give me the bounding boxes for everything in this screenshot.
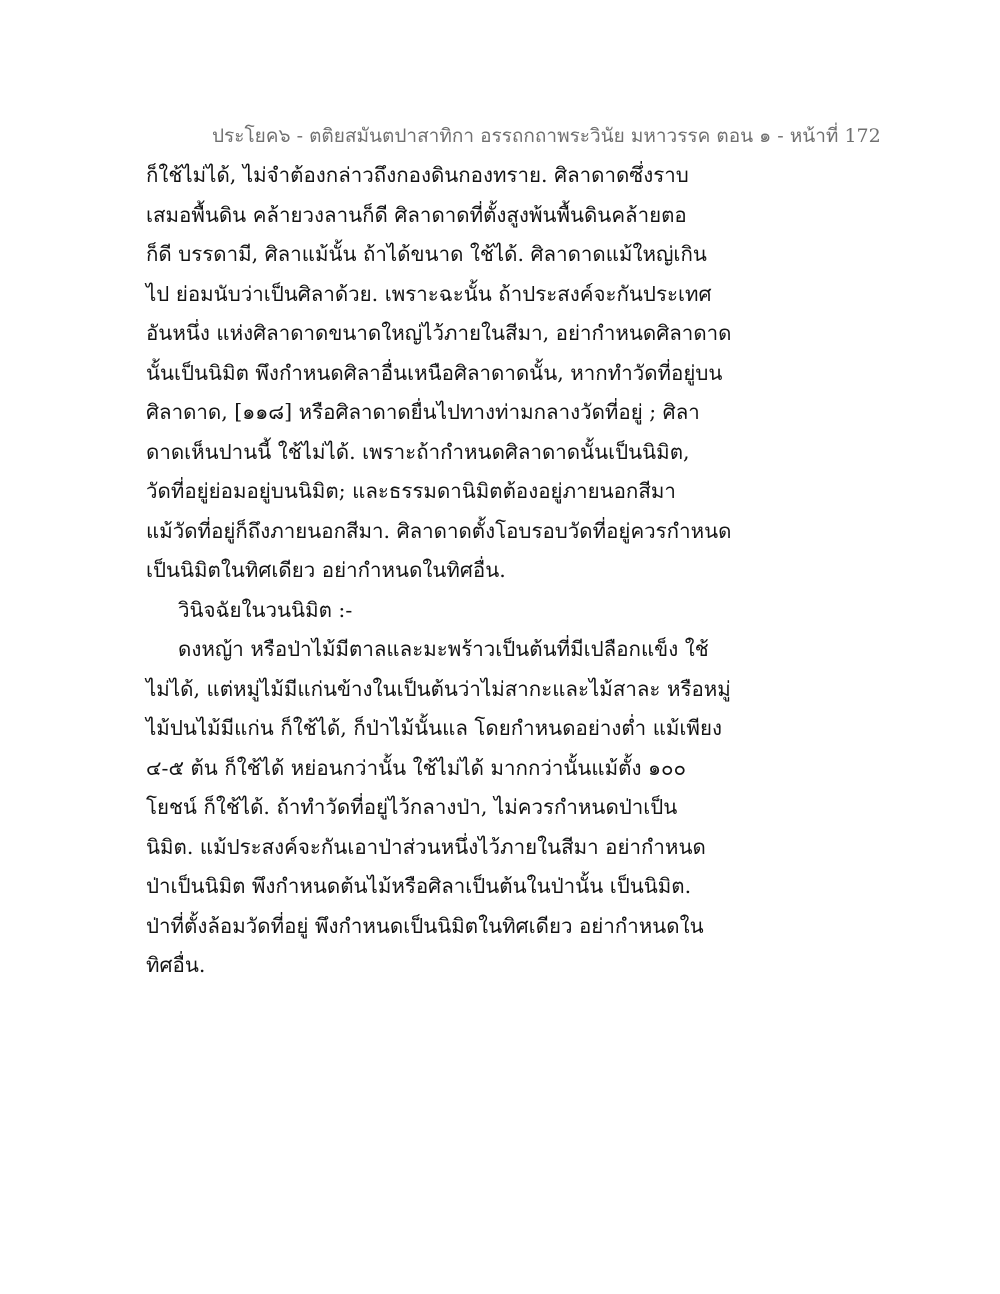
section-heading: วินิจฉัยในวนนิมิต :- [178, 597, 353, 622]
text-line: ๔-๕ ต้น ก็ใช้ได้ หย่อนกว่านั้น ใช้ไม่ได้ มากกว่านั้นแม้ตั้ง ๑๐๐ [146, 755, 687, 780]
body-text [146, 156, 732, 986]
text-line: วัดที่อยู่ย่อมอยู่บนนิมิต; และธรรมดานิมิตต้องอยู่ภายนอกสีมา [146, 479, 676, 503]
text-line: ป่าเป็นนิมิต พึงกำหนดต้นไม้หรือศิลาเป็นต้นในป่านั้น เป็นนิมิต. [146, 874, 692, 898]
text-line: นั้นเป็นนิมิต พึงกำหนดศิลาอื่นเหนือศิลาดาดนั้น, หากทำวัดที่อยู่บน [146, 360, 723, 385]
text-line: ไป ย่อมนับว่าเป็นศิลาด้วย. เพราะฉะนั้น ถ้าประสงค์จะกันประเทศ [146, 281, 712, 306]
text-line: อันหนึ่ง แห่งศิลาดาดขนาดใหญ่ไว้ภายในสีมา, อย่ากำหนดศิลาดาด [146, 321, 732, 345]
text-line: แม้วัดที่อยู่ก็ถึงภายนอกสีมา. ศิลาดาดตั้งโอบรอบวัดที่อยู่ควรกำหนด [146, 518, 732, 543]
text-line: นิมิต. แม้ประสงค์จะกันเอาป่าส่วนหนึ่งไว้ภายในสีมา อย่ากำหนด [146, 834, 706, 859]
text-line: ศิลาดาด, [๑๑๘] หรือศิลาดาดยื่นไปทางท่ามกลางวัดที่อยู่ ; ศิลา [146, 400, 700, 424]
text-line: ทิศอื่น. [146, 953, 206, 977]
paragraph-first-line: ดงหญ้า หรือป่าไม้มีตาลและมะพร้าวเป็นต้นที่มีเปลือกแข็ง ใช้ [178, 637, 709, 661]
text-line: ป่าที่ตั้งล้อมวัดที่อยู่ พึงกำหนดเป็นนิมิตในทิศเดียว อย่ากำหนดใน [146, 913, 704, 938]
text-line: โยชน์ ก็ใช้ได้. ถ้าทำวัดที่อยู่ไว้กลางป่า, ไม่ควรกำหนดป่าเป็น [146, 795, 678, 819]
text-line: เป็นนิมิตในทิศเดียว อย่ากำหนดในทิศอื่น. [146, 558, 506, 582]
text-line: ก็ดี บรรดามี, ศิลาแม้นั้น ถ้าได้ขนาด ใช้ได้. ศิลาดาดแม้ใหญ่เกิน [146, 242, 707, 266]
text-line: ดาดเห็นปานนี้ ใช้ไม่ได้. เพราะถ้ากำหนดศิลาดาดนั้นเป็นนิมิต, [146, 439, 690, 464]
text-line: ไม้ปนไม้มีแก่น ก็ใช้ได้, ก็ป่าไม้นั้นแล โดยกำหนดอย่างต่ำ แม้เพียง [146, 716, 722, 740]
text-line: ไม่ได้, แต่หมู่ไม้มีแก่นข้างในเป็นต้นว่าไม่สากะและไม้สาละ หรือหมู่ [146, 676, 731, 701]
text-line: เสมอพื้นดิน คล้ายวงลานก็ดี ศิลาดาดที่ตั้งสูงพ้นพื้นดินคล้ายตอ [146, 202, 687, 227]
running-header: ประโยค๖ - ตติยสมันตปาสาทิกา อรรถกถาพระวินัย มหาวรรค ตอน ๑ - หน้าที่ 172 [212, 125, 881, 147]
text-line: ก็ใช้ไม่ได้, ไม่จำต้องกล่าวถึงกองดินกองทราย. ศิลาดาดซึ่งราบ [146, 163, 689, 187]
